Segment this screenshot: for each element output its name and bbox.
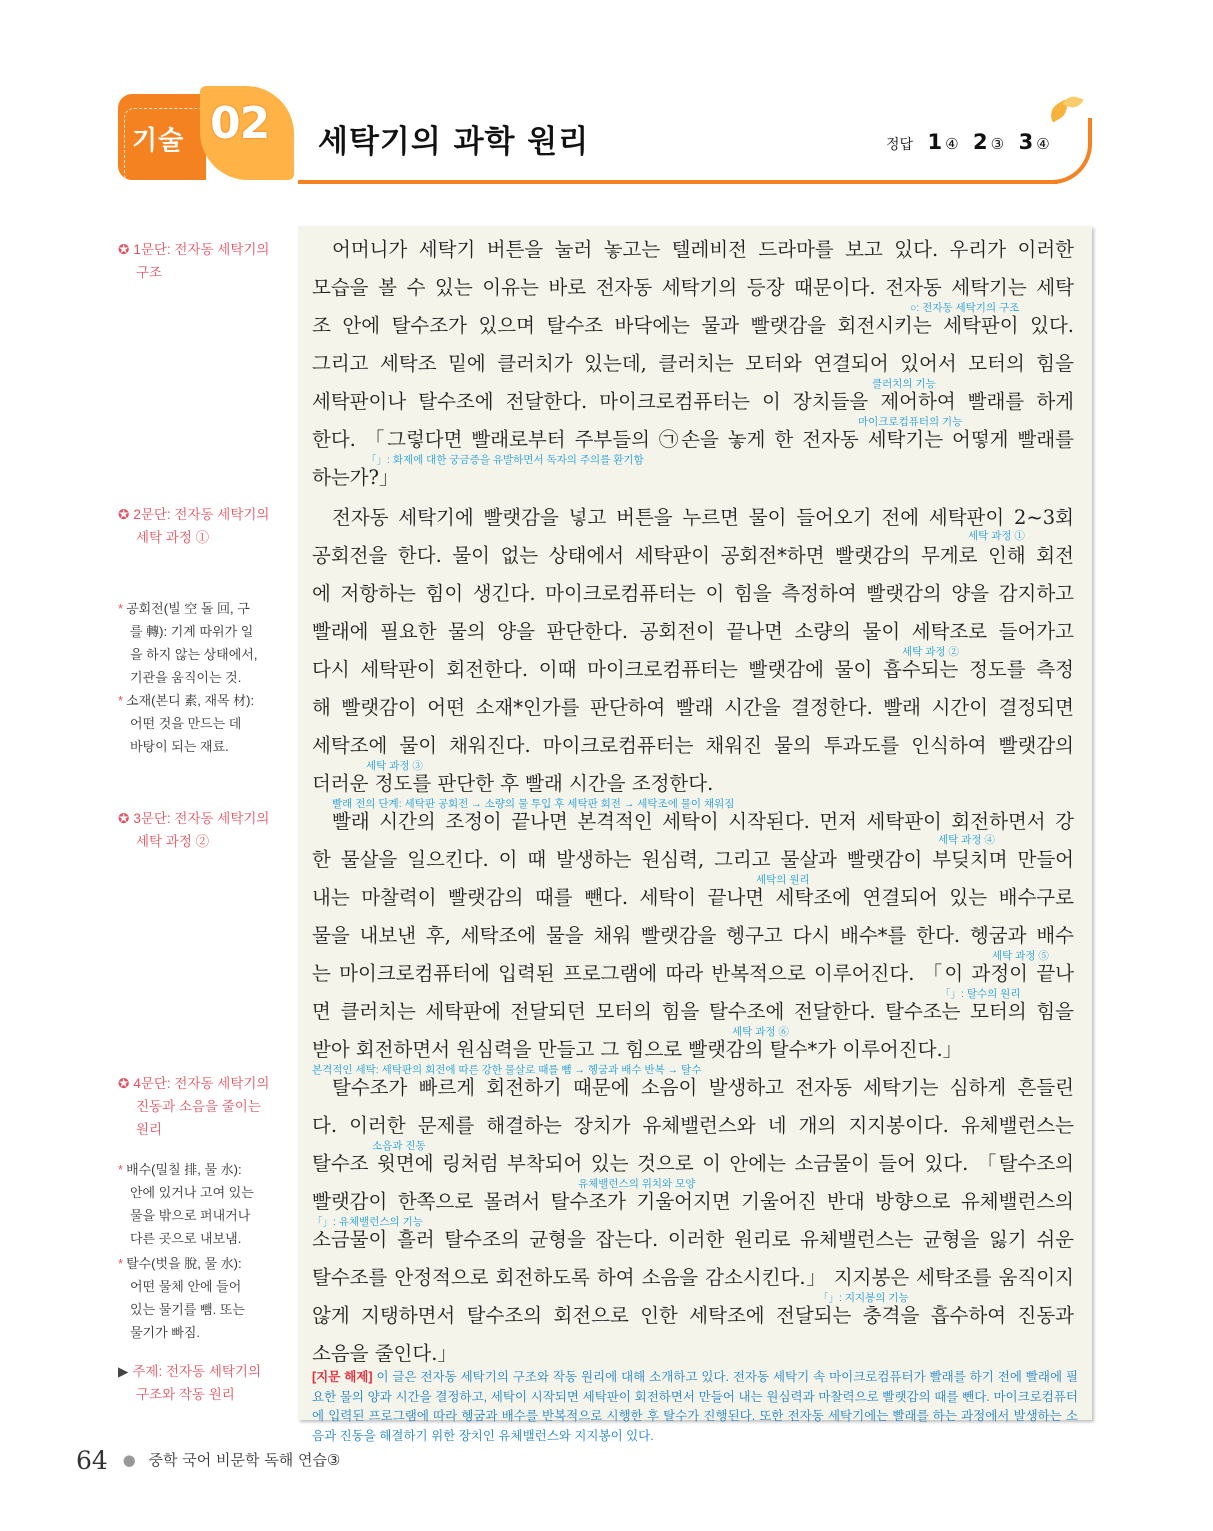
passage-line: 해 빨랫감이 어떤 소재*인가를 판단하여 빨래 시간을 결정한다. 빨래 시간이 결정되면	[312, 696, 1074, 719]
asterisk-icon: *	[118, 1256, 124, 1271]
paragraph-note-4: ✪ 4문단: 전자동 세탁기의 진동과 소음을 줄이는 원리	[118, 1076, 270, 1137]
passage-line: 공회전을 한다. 물이 없는 상태에서 세탁판이 공회전*하면 빨랫감의 무게로 인해 회전	[312, 544, 1074, 567]
passage-line: 다시 세탁판이 회전한다. 이때 마이크로컴퓨터는 빨랫감에 물이 흡수되는 정도를 측정	[312, 658, 1074, 681]
paragraph-note-3: ✪ 3문단: 전자동 세탁기의 세탁 과정 ②	[118, 811, 270, 849]
passage-line: 탈수조 윗면에 링처럼 부착되어 있는 것으로 이 안에는 소금물이 들어 있다. 「탈수조의	[312, 1152, 1074, 1175]
triangle-icon: ▶	[118, 1364, 129, 1379]
page-number: 64	[76, 1446, 108, 1475]
header-underline	[298, 180, 1058, 184]
passage-line: 탈수조를 안정적으로 회전하도록 하여 소음을 감소시킨다.」 지지봉은 세탁조를 움직이지	[312, 1266, 1074, 1289]
annotation: 클러치의 기능	[872, 378, 936, 390]
passage-line: 빨랫감이 한쪽으로 몰려서 탈수조가 기울어지면 기울어진 반대 방향으로 유체밸런스의	[312, 1190, 1074, 1213]
annotation: 「」: 탈수의 원리	[940, 988, 1021, 1000]
summary-text: 이 글은 전자동 세탁기의 구조와 작동 원리에 대해 소개하고 있다. 전자동 세탁기 속 마이크로컴퓨터가 빨래를 하기 전에 빨래에 필요한 물의 양과 시간을 결정하고, 세탁이 시작되면 세탁판이 회전하면서 만들어 내는 원심력과 마찰력으로 빨랫감의 때를 뺀다. 마이크로컴퓨터에 입력된 프로그램에 따라 헹굼과 배수를 반복적으로 시행한 후 탈수가 진행된다. 또한 전자동 세탁기에는 빨래를 하는 과정에서 발생하는 소음과 진동을 해결하기 위한 장치인 유체밸런스와 지지봉이 있다.	[312, 1370, 1078, 1443]
answer-choice: ④	[945, 135, 959, 153]
passage-line: 에 저항하는 힘이 생긴다. 마이크로컴퓨터는 이 힘을 측정하여 빨랫감의 양을 감지하고	[312, 582, 1074, 605]
glossary-item: * 소재(본디 素, 재목 材): 어떤 것을 만드는 데 바탕이 되는 재료.	[118, 693, 255, 754]
answer-key	[886, 130, 1050, 154]
glossary-item: * 공회전(빌 空 돌 回, 구 를 轉): 기계 따위가 일 을 하지 않는 상태에서, 기관을 움직이는 것.	[118, 601, 258, 685]
badge-label: 기술	[132, 126, 185, 156]
answer-choice: ④	[1036, 135, 1050, 153]
page-footer	[76, 1446, 340, 1475]
glossary-item: * 배수(밀칠 排, 물 水): 안에 있거나 고여 있는 물을 밖으로 퍼내거나 다른 곳으로 내보냄.	[118, 1162, 254, 1246]
badge-label-box	[118, 94, 206, 180]
theme-note: ▶ 주제: 전자동 세탁기의 구조와 작동 원리	[118, 1364, 262, 1402]
passage-line: 소음을 줄인다.」	[312, 1342, 457, 1365]
passage-line: 그리고 세탁조 밑에 클러치가 있는데, 클러치는 모터와 연결되어 있어서 모터의 힘을	[312, 352, 1074, 375]
section-badge	[118, 86, 298, 186]
bullet-icon: ✪	[118, 1076, 130, 1091]
passage-line: 한 물살을 일으킨다. 이 때 발생하는 원심력, 그리고 물살과 빨랫감이 부딪치며 만들어	[312, 848, 1074, 871]
passage-line: 소금물이 흘러 탈수조의 균형을 잡는다. 이러한 원리로 유체밸런스는 균형을 잃기 쉬운	[312, 1228, 1074, 1251]
annotation: ○: 전자동 세탁기의 구조	[910, 302, 1020, 314]
annotation: 세탁 과정 ④	[938, 834, 995, 846]
annotation: 본격적인 세탁: 세탁판의 회전에 따른 강한 물살로 때를 뺌 → 헹굼과 배수 반복 → 탈수	[312, 1064, 702, 1076]
annotation: 세탁 과정 ③	[366, 760, 423, 772]
passage-line: 더러운 정도를 판단한 후 빨래 시간을 조정한다.	[312, 772, 714, 795]
passage-line: 조 안에 탈수조가 있으며 탈수조 바닥에는 물과 빨랫감을 회전시키는 세탁판이 있다.	[312, 314, 1074, 337]
passage-line: 한다. 「그렇다면 빨래로부터 주부들의 ㉠손을 놓게 한 전자동 세탁기는 어떻게 빨래를	[312, 428, 1074, 451]
answer-num: 3	[1018, 130, 1034, 154]
passage-line: 않게 지탱하면서 탈수조의 회전으로 인한 세탁조에 전달되는 충격을 흡수하여 진동과	[312, 1304, 1074, 1327]
book-title: 중학 국어 비문학 독해 연습③	[148, 1451, 341, 1469]
passage-line: 는 마이크로컴퓨터에 입력된 프로그램에 따라 반복적으로 이루어진다. 「이 과정이 끝나	[312, 962, 1074, 985]
answer-label: 정답	[886, 137, 914, 153]
passage-line: 면 클러치는 세탁판에 전달되던 모터의 힘을 탈수조에 전달한다. 탈수조는 모터의 힘을	[312, 1000, 1074, 1023]
passage-line: 탈수조가 빠르게 회전하기 때문에 소음이 발생하고 전자동 세탁기는 심하게 흔들린	[332, 1076, 1074, 1099]
leaf-icon	[200, 86, 294, 180]
annotation: 세탁 과정 ⑤	[992, 950, 1049, 962]
annotation: 「」: 지지봉의 기능	[818, 1292, 909, 1304]
annotation: 세탁 과정 ②	[902, 646, 959, 658]
annotation: 세탁의 원리	[756, 874, 810, 886]
passage-line: 세탁조에 물이 채워진다. 마이크로컴퓨터는 채워진 물의 투과도를 인식하여 빨랫감의	[312, 734, 1074, 757]
page-title: 세탁기의 과학 원리	[318, 124, 590, 160]
answer-num: 1	[927, 130, 943, 154]
bullet-dot-icon: ●	[122, 1451, 136, 1469]
annotation: 마이크로컴퓨터의 기능	[858, 416, 963, 428]
asterisk-icon: *	[118, 693, 124, 708]
passage-line: 하는가?」	[312, 466, 399, 489]
passage-line: 다. 이러한 문제를 해결하는 장치가 유체밸런스와 네 개의 지지봉이다. 유체밸런스는	[312, 1114, 1074, 1137]
passage-line: 물을 내보낸 후, 세탁조에 물을 채워 빨랫감을 헹구고 다시 배수*를 한다. 헹굼과 배수	[312, 924, 1074, 947]
bullet-icon: ✪	[118, 242, 130, 257]
passage-summary	[312, 1368, 1078, 1446]
glossary-item: * 탈수(벗을 脫, 물 水): 어떤 물체 안에 들어 있는 물기를 뺌. 또는 물기가 빠짐.	[118, 1256, 245, 1340]
asterisk-icon: *	[118, 601, 124, 616]
annotation: 세탁 과정 ⑥	[732, 1026, 789, 1038]
paragraph-note-1: ✪ 1문단: 전자동 세탁기의 구조	[118, 242, 270, 280]
passage-line: 모습을 볼 수 있는 이유는 바로 전자동 세탁기의 등장 때문이다. 전자동 세탁기는 세탁	[312, 276, 1074, 299]
annotation: 빨래 전의 단계: 세탁판 공회전 → 소량의 물 투입 후 세탁판 회전 → 세탁조에 물이 채워짐	[332, 798, 735, 810]
badge-number: 02	[210, 98, 270, 149]
answer-num: 2	[973, 130, 988, 154]
annotation: 소음과 진동	[372, 1140, 426, 1152]
passage-line: 세탁판이나 탈수조에 전달한다. 마이크로컴퓨터는 이 장치들을 제어하여 빨래를 하게	[312, 390, 1074, 413]
paragraph-note-2: ✪ 2문단: 전자동 세탁기의 세탁 과정 ①	[118, 507, 270, 545]
annotation: 세탁 과정 ①	[968, 530, 1025, 542]
bullet-icon: ✪	[118, 811, 130, 826]
passage-line: 빨래 시간의 조정이 끝나면 본격적인 세탁이 시작된다. 먼저 세탁판이 회전하면서 강	[332, 810, 1074, 833]
asterisk-icon: *	[118, 1162, 124, 1177]
passage-line: 빨래에 필요한 물의 양을 판단한다. 공회전이 끝나면 소량의 물이 세탁조로 들어가고	[312, 620, 1074, 643]
passage-line: 내는 마찰력이 빨랫감의 때를 뺀다. 세탁이 끝나면 세탁조에 연결되어 있는 배수구로	[312, 886, 1074, 909]
summary-label: [지문 해제]	[312, 1370, 373, 1384]
annotation: 「」: 유체밸런스의 기능	[312, 1216, 423, 1228]
bullet-icon: ✪	[118, 507, 130, 522]
passage-line: 어머니가 세탁기 버튼을 눌러 놓고는 텔레비전 드라마를 보고 있다. 우리가 이러한	[332, 238, 1074, 261]
answer-choice: ③	[990, 135, 1005, 153]
annotation: 유체밸런스의 위치와 모양	[578, 1178, 696, 1190]
passage-line: 받아 회전하면서 원심력을 만들고 그 힘으로 빨랫감의 탈수*가 이루어진다.」	[312, 1038, 963, 1061]
annotation: 「」: 화제에 대한 궁금증을 유발하면서 독자의 주의를 환기함	[366, 454, 644, 466]
passage-line: 전자동 세탁기에 빨랫감을 넣고 버튼을 누르면 물이 들어오기 전에 세탁판이 2~3회	[332, 506, 1074, 529]
